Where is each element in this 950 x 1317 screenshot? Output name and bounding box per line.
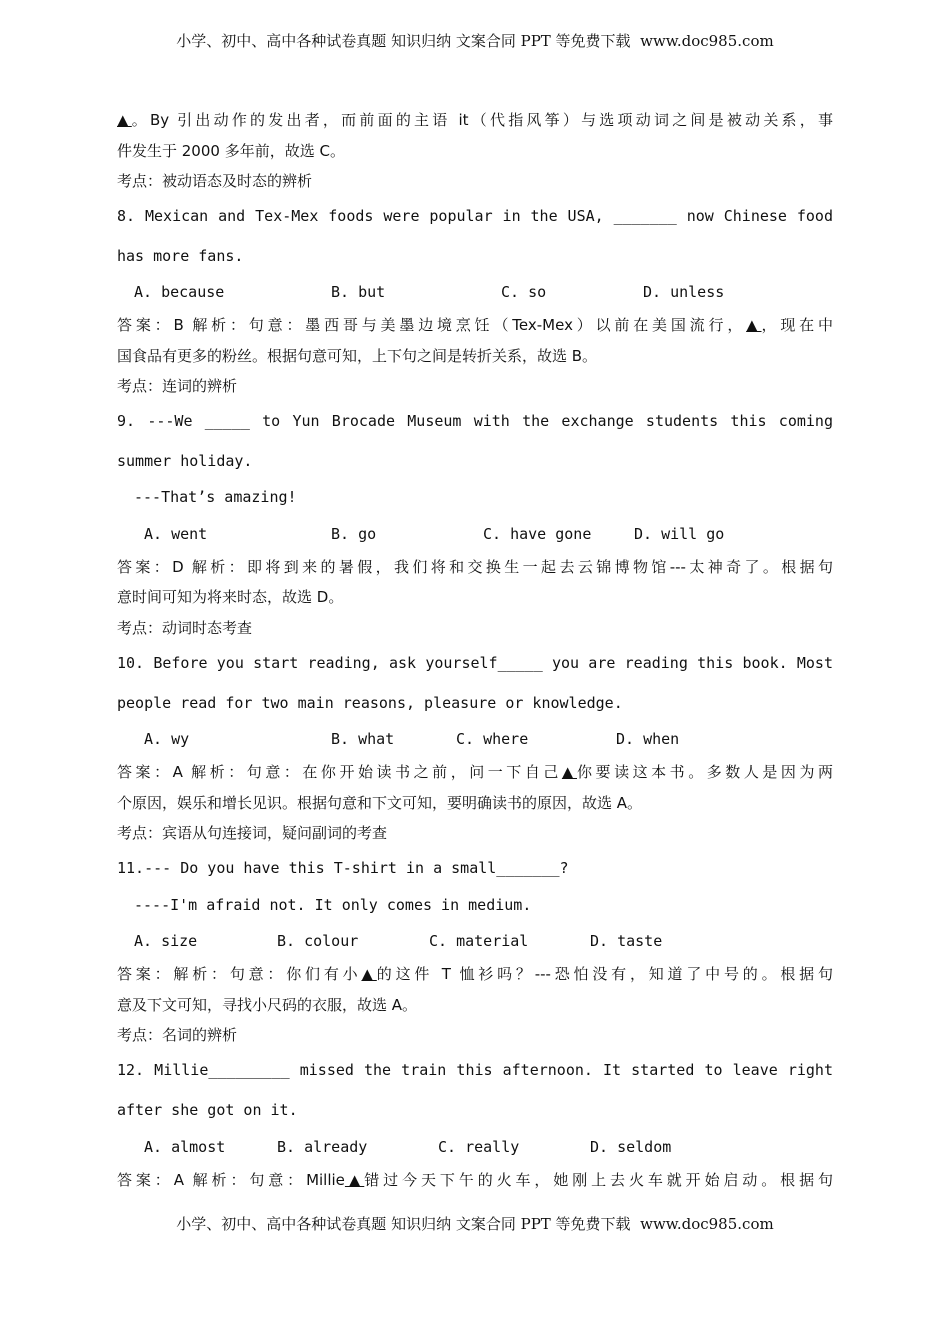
q10-options	[0, 729, 950, 749]
q8-stem-line-2: has more fans.	[117, 247, 244, 265]
q11-option-a: A. size	[134, 932, 198, 950]
q12-stem-line-1: 12. Millie_________ missed the train this afternoon. It started to leave right	[117, 1061, 833, 1079]
blank-marker: ▲	[344, 1171, 365, 1189]
q10-option-b: B. what	[331, 730, 395, 748]
page-footer: 小学、初中、高中各种试卷真题 知识归纳 文案合同 PPT 等免费下载 www.doc985.com	[176, 1215, 774, 1233]
q9-option-a: A. went	[144, 525, 208, 543]
q11-options	[0, 931, 950, 951]
q10-stem-line-1: 10. Before you start reading, ask yourself_____ you are reading this book. Most	[117, 654, 833, 672]
q12-option-c: C. really	[438, 1138, 520, 1156]
q11-option-d: D. taste	[590, 932, 663, 950]
q9-stem-line-1: 9. ---We _____ to Yun Brocade Museum with the exchange students this coming	[117, 412, 833, 430]
q9-option-c: C. have gone	[483, 525, 592, 543]
q11-answer-line-2: 意及下文可知，寻找小尺码的衣服，故选 A。	[117, 996, 418, 1014]
q10-stem-line-2: people read for two main reasons, pleasure or knowledge.	[117, 694, 623, 712]
q7-explanation-line-2: 件发生于 2000 多年前，故选 C。	[117, 142, 345, 160]
q10-option-d: D. when	[616, 730, 680, 748]
q8-stem-line-1: 8. Mexican and Tex-Mex foods were popular in the USA, _______ now Chinese food	[117, 207, 833, 225]
q7-key-point: 考点：被动语态及时态的辨析	[117, 172, 313, 190]
q10-option-c: C. where	[456, 730, 529, 748]
q8-option-d: D. unless	[643, 283, 725, 301]
q8-option-a: A. because	[134, 283, 225, 301]
q8-answer-line-1: 答案：B 解析：句意：墨西哥与美墨边境烹饪（Tex-Mex）以前在美国流行，▲，现在中	[117, 316, 833, 334]
q9-answer-line-2: 意时间可知为将来时态，故选 D。	[117, 588, 344, 606]
q11-stem-line-2: ----I'm afraid not. It only comes in medium.	[134, 896, 532, 914]
q8-option-b: B. but	[331, 283, 386, 301]
q9-stem-line-2: summer holiday.	[117, 452, 253, 470]
q9-option-d: D. will go	[634, 525, 725, 543]
q8-option-c: C. so	[501, 283, 547, 301]
q8-answer-line-2: 国食品有更多的粉丝。根据句意可知，上下句之间是转折关系，故选 B。	[117, 347, 598, 365]
q11-key-point: 考点：名词的辨析	[117, 1026, 238, 1044]
q10-answer-line-1: 答案：A 解析：句意：在你开始读书之前，问一下自己▲你要读这本书。多数人是因为两	[117, 763, 833, 781]
q10-option-a: A. wy	[144, 730, 190, 748]
blank-marker: ▲	[361, 965, 377, 983]
q9-options	[0, 524, 950, 544]
q10-key-point: 考点：宾语从句连接词，疑问副词的考查	[117, 824, 388, 842]
blank-marker: ▲	[117, 111, 132, 129]
blank-marker: ▲	[561, 763, 577, 781]
q8-options	[0, 282, 950, 302]
q12-answer-line-1: 答案：A 解析：句意：Millie▲错过今天下午的火车，她刚上去火车就开始启动。根据句	[117, 1171, 833, 1189]
blank-marker: ▲	[746, 316, 762, 334]
q10-answer-line-2: 个原因，娱乐和增长见识。根据句意和下文可知，要明确读书的原因，故选 A。	[117, 794, 643, 812]
q12-stem-line-2: after she got on it.	[117, 1101, 298, 1119]
page-header: 小学、初中、高中各种试卷真题 知识归纳 文案合同 PPT 等免费下载 www.doc985.com	[176, 32, 774, 50]
q11-option-b: B. colour	[277, 932, 359, 950]
q12-option-a: A. almost	[144, 1138, 226, 1156]
q7-explanation-line-1: ▲。By 引出动作的发出者，而前面的主语 it（代指风筝）与选项动词之间是被动关系，事	[117, 111, 833, 129]
q9-option-b: B. go	[331, 525, 377, 543]
q11-stem-line-1: 11.--- Do you have this T-shirt in a small_______?	[117, 859, 569, 877]
q9-answer-line-1: 答案：D 解析：即将到来的暑假，我们将和交换生一起去云锦博物馆---太神奇了。根据句	[117, 558, 833, 576]
q12-options	[0, 1137, 950, 1157]
q9-key-point: 考点：动词时态考查	[117, 619, 253, 637]
q12-option-b: B. already	[277, 1138, 368, 1156]
q12-option-d: D. seldom	[590, 1138, 672, 1156]
q11-option-c: C. material	[429, 932, 529, 950]
q9-stem-line-3: ---That’s amazing!	[134, 488, 297, 506]
q11-answer-line-1: 答案：解析：句意：你们有小▲的这件 T 恤衫吗？---恐怕没有，知道了中号的。根据句	[117, 965, 833, 983]
q8-key-point: 考点：连词的辨析	[117, 377, 238, 395]
